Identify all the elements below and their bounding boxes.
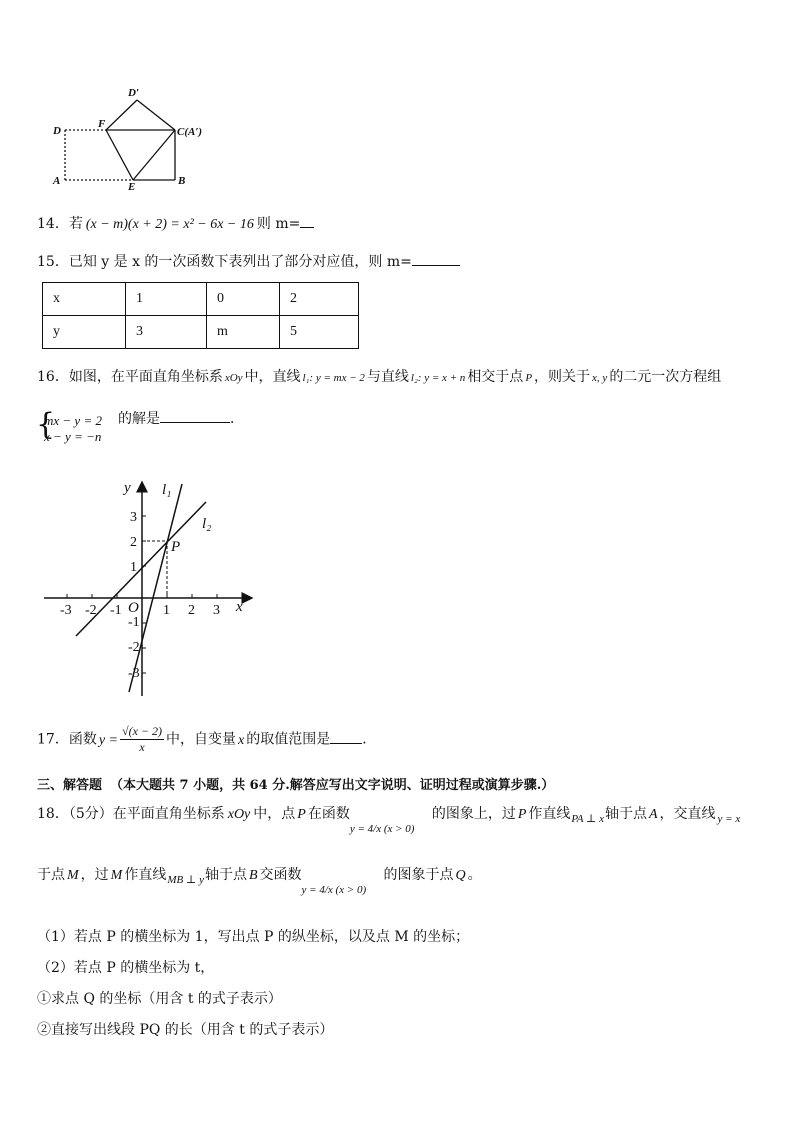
section-heading: [37, 774, 554, 793]
label-C: C(A′): [177, 126, 203, 138]
q16-answer-line: [118, 408, 244, 428]
q18-text: ，过: [80, 867, 109, 883]
line-l2-label: l₂: [202, 516, 212, 532]
q17-text: 的取值范围是: [246, 731, 331, 748]
question-14: [37, 213, 314, 233]
q14-prefix: 若: [68, 216, 83, 232]
q16-point-p: P: [525, 372, 533, 384]
x-tick-label: -3: [60, 603, 72, 618]
q18-perpendicular-mb: MB ⊥ y: [167, 874, 204, 886]
label-D: D: [53, 125, 61, 137]
q16-text: 与直线: [366, 369, 409, 385]
q17-answer-blank: [330, 729, 362, 744]
coordinate-graph: [40, 474, 260, 700]
table-cell: m: [207, 316, 280, 349]
q18-point: B: [248, 868, 258, 883]
question-17: [37, 724, 376, 755]
table-cell: 2: [280, 283, 359, 316]
q18-text: 的图象上，过: [431, 806, 516, 822]
x-tick-label: -1: [110, 603, 122, 618]
q18-point: A: [648, 807, 658, 822]
q16-text: ．: [230, 411, 244, 427]
q16-number: 16．: [37, 369, 69, 385]
q15-value-table: [42, 282, 359, 349]
q14-expression: (x − m)(x + 2) = x² − 6x − 16: [85, 217, 254, 232]
q18-perpendicular-pa: PA ⊥ x: [571, 813, 604, 825]
q18-line-yx: y = x: [717, 813, 741, 825]
table-cell: 1: [126, 283, 207, 316]
question-16: [37, 366, 721, 386]
table-cell: y: [43, 316, 126, 349]
q14-number: 14．: [37, 216, 69, 232]
table-cell: 3: [126, 316, 207, 349]
q16-text: 如图，在平面直角坐标系: [68, 369, 223, 385]
q16-eq2: x − y = −n: [44, 429, 102, 444]
label-B: B: [178, 175, 186, 187]
q15-text: 已知 y 是 x 的一次函数下表列出了部分对应值，则 m=: [68, 254, 412, 270]
table-cell: 0: [207, 283, 280, 316]
q17-text: 中，自变量: [166, 731, 237, 748]
q18-point: Q: [455, 868, 466, 883]
table-cell: 5: [280, 316, 359, 349]
y-tick-label: 3: [130, 510, 137, 525]
fraction-denominator: x: [139, 740, 145, 754]
q16-eq1: mx − y = 2: [44, 413, 102, 428]
q18-point: P: [297, 807, 306, 822]
q16-line-l2: l₂: y = x + n: [410, 372, 466, 384]
q16-variables: x, y: [592, 372, 608, 384]
y-tick-label: -1: [128, 615, 140, 630]
q16-text: 中，直线: [244, 369, 301, 385]
q15-number: 15．: [37, 254, 69, 270]
q18-text: 。: [467, 867, 482, 883]
q15-answer-blank: [412, 251, 460, 266]
label-E: E: [128, 181, 136, 193]
q16-text: 相交于点: [467, 369, 524, 385]
brace-icon: {: [36, 407, 56, 442]
q18-text: 轴于点: [604, 806, 647, 822]
q16-system-name: xOy: [224, 372, 243, 384]
q17-y: y =: [98, 732, 118, 748]
q18-function: y = 4/x (x > 0): [349, 823, 415, 835]
x-tick-label: 2: [188, 603, 195, 618]
q16-line-l1: l₁: y = mx − 2: [302, 372, 365, 384]
label-F: F: [98, 118, 106, 130]
section-title: 三、解答题: [37, 778, 103, 793]
q18-text: 18．（5分）在平面直角坐标系: [37, 806, 225, 822]
q18-point: M: [110, 868, 123, 883]
section-note: （本大题共 7 小题，共 64 分.解答应写出文字说明、证明过程或演算步骤.）: [110, 778, 555, 793]
q16-text: ，则关于: [534, 369, 591, 385]
x-tick-label: 1: [163, 603, 170, 618]
q17-fraction: [120, 724, 164, 755]
y-tick-label: -3: [128, 666, 140, 681]
y-tick-label: -2: [128, 640, 140, 655]
table-row: [43, 283, 359, 316]
q17-variable: x: [238, 732, 245, 748]
q18-subquestion-2: （2）若点 P 的横坐标为 t，: [37, 960, 215, 976]
label-A: A: [53, 175, 61, 187]
origin-label: O: [128, 600, 139, 616]
q18-text: 中，点: [253, 806, 296, 822]
q16-text: 的解是: [118, 411, 160, 427]
q18-function: y = 4/x (x > 0): [301, 884, 367, 896]
fold-figure: [40, 82, 230, 194]
q18-subquestion-2-2: ②直接写出线段 PQ 的长（用含 t 的式子表示）: [37, 1022, 334, 1038]
q18-text: 作直线: [124, 867, 167, 883]
q14-suffix: 则 m=: [256, 216, 301, 232]
q18-point: P: [517, 807, 527, 822]
label-D-prime: D′: [128, 87, 140, 99]
q17-text: ．: [362, 731, 377, 748]
q17-number: 17．: [37, 731, 69, 748]
q16-text: 的二元一次方程组: [609, 369, 722, 385]
x-tick-label: -2: [85, 603, 97, 618]
q18-text: 交函数: [259, 867, 302, 883]
q16-answer-blank: [160, 408, 230, 423]
x-tick-label: 3: [213, 603, 220, 618]
q18-subquestion-2-1: ①求点 Q 的坐标（用含 t 的式子表示）: [37, 991, 282, 1007]
x-axis-label: x: [236, 599, 243, 615]
q18-text: 轴于点: [204, 867, 247, 883]
q18-text: 作直线: [528, 806, 571, 822]
table-cell: x: [43, 283, 126, 316]
y-axis-label: y: [124, 480, 131, 496]
q18-text: 于点: [37, 867, 65, 883]
question-15: [37, 251, 460, 271]
q18-text: ，交直线: [659, 806, 716, 822]
q18-system-name: xOy: [227, 807, 251, 822]
question-18-line-2: [37, 864, 482, 896]
table-row: [43, 316, 359, 349]
q18-text: 在函数: [307, 806, 350, 822]
fraction-numerator: √(x − 2): [122, 724, 163, 738]
q18-point: M: [67, 868, 79, 883]
point-p-label: P: [171, 539, 181, 555]
q18-text: 的图象于点: [383, 867, 454, 883]
line-l1-label: l₁: [162, 482, 172, 498]
y-tick-label: 2: [130, 535, 137, 550]
question-18-line-1: [37, 803, 741, 835]
q17-text: 函数: [68, 731, 97, 748]
q14-answer-blank: [300, 213, 314, 228]
q18-subquestion-1: （1）若点 P 的横坐标为 1，写出点 P 的纵坐标，以及点 M 的坐标；: [37, 929, 470, 945]
y-tick-label: 1: [130, 560, 137, 575]
